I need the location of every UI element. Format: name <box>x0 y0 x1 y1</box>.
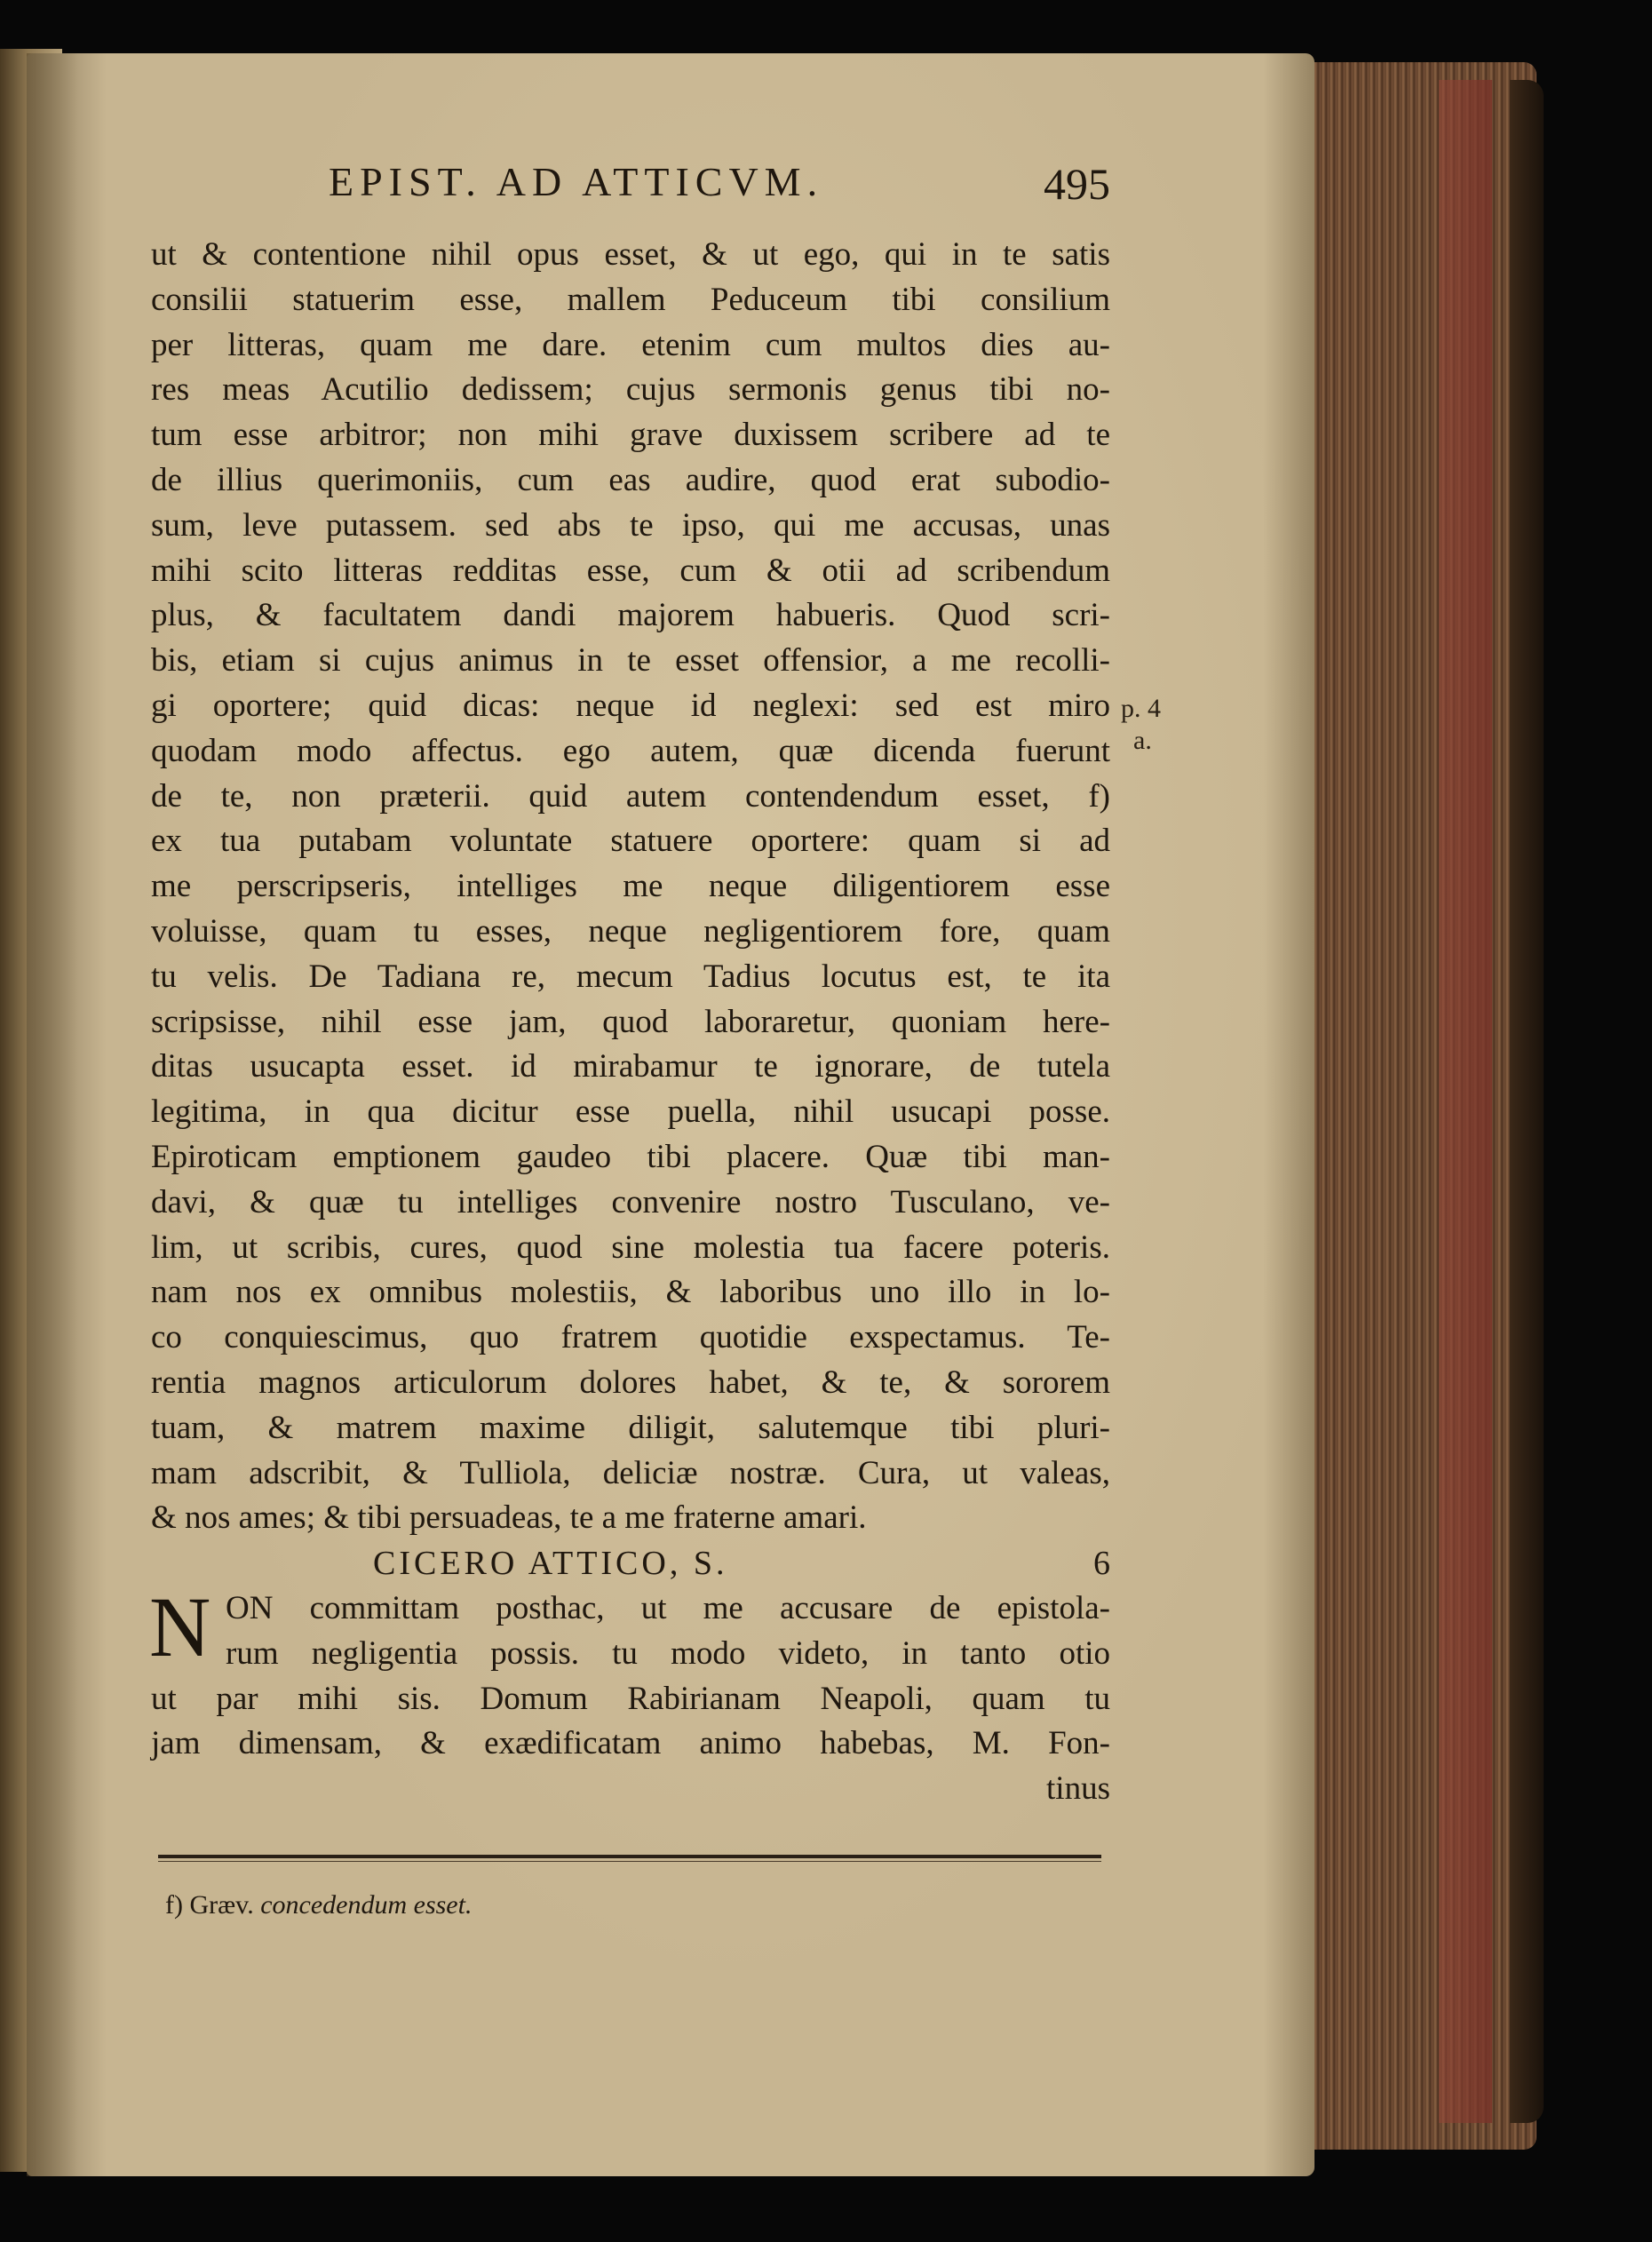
letter-line: ut par mihi sis. Domum Rabirianam Neapoli, quam tu <box>151 1680 1110 1717</box>
text-line: me perscripseris, intelliges me neque diligentiorem esse <box>151 868 1110 905</box>
text-line: de illius querimoniis, cum eas audire, quod erat subodio- <box>151 461 1110 498</box>
footnote-rule <box>158 1855 1101 1858</box>
text-line: lim, ut scribis, cures, quod sine molestia tua facere poteris. <box>151 1228 1110 1266</box>
letter-heading-text: CICERO ATTICO, S. <box>373 1545 728 1583</box>
text-line: ex tua putabam voluntate statuere oportere: quam si ad <box>151 823 1110 860</box>
text-line: gi oportere; quid dicas: neque id neglexi: sed est miro <box>151 687 1110 724</box>
letter-line: rum negligentia possis. tu modo videto, in tanto otio <box>226 1634 1110 1672</box>
text-line: sum, leve putassem. sed abs te ipso, qui me accusas, unas <box>151 506 1110 544</box>
text-line: & nos ames; & tibi persuadeas, te a me fraterne amari. <box>151 1499 867 1537</box>
text-line: quodam modo affectus. ego autem, quæ dicenda fuerunt <box>151 732 1110 769</box>
text-line: legitima, in qua dicitur esse puella, nihil usucapi posse. <box>151 1093 1110 1131</box>
letter-line: jam dimensam, & exædificatam animo habebas, M. Fon- <box>151 1725 1110 1762</box>
text-line: mam adscribit, & Tulliola, deliciæ nostræ. Cura, ut valeas, <box>151 1454 1110 1491</box>
margin-note-line: a. <box>1133 726 1152 755</box>
page-number: 495 <box>1044 159 1110 209</box>
text-line: tu velis. De Tadiana re, mecum Tadius locutus est, te ita <box>151 958 1110 995</box>
text-line: nam nos ex omnibus molestiis, & laboribus uno illo in lo- <box>151 1274 1110 1311</box>
catchword: tinus <box>1046 1770 1110 1808</box>
book-cover-edge <box>1510 80 1544 2123</box>
text-line: mihi scito litteras redditas esse, cum & otii ad scribendum <box>151 552 1110 589</box>
text-line: consilii statuerim esse, mallem Peduceum tibi consilium <box>151 281 1110 318</box>
text-line: Epiroticam emptionem gaudeo tibi placere. Quæ tibi man- <box>151 1138 1110 1175</box>
text-line: co conquiescimus, quo fratrem quotidie exspectamus. Te- <box>151 1319 1110 1356</box>
text-line: tum esse arbitror; non mihi grave duxissem scribere ad te <box>151 417 1110 454</box>
margin-note <box>1121 693 1183 757</box>
text-line: davi, & quæ tu intelliges convenire nostro Tusculano, ve- <box>151 1183 1110 1220</box>
text-line: plus, & facultatem dandi majorem habueris. Quod scri- <box>151 597 1110 634</box>
text-line: ditas usucapta esset. id mirabamur te ignorare, de tutela <box>151 1048 1110 1085</box>
footnote <box>165 1890 472 1920</box>
book-fore-edge-tint <box>1439 80 1492 2123</box>
text-line: per litteras, quam me dare. etenim cum multos dies au- <box>151 326 1110 363</box>
running-head <box>329 158 1110 220</box>
text-line: tuam, & matrem maxime diligit, salutemque tibi pluri- <box>151 1409 1110 1446</box>
text-line: scripsisse, nihil esse jam, quod laboraretur, quoniam here- <box>151 1003 1110 1040</box>
page-gutter <box>27 53 107 2176</box>
drop-cap: N <box>149 1578 211 1674</box>
footnote-text: concedendum esset. <box>260 1890 473 1920</box>
book-fore-edge <box>1313 62 1537 2150</box>
letter-heading <box>151 1541 1110 1586</box>
text-line: bis, etiam si cujus animus in te esset offensior, a me recolli- <box>151 642 1110 680</box>
text-line: res meas Acutilio dedissem; cujus sermonis genus tibi no- <box>151 371 1110 409</box>
text-line: ut & contentione nihil opus esset, & ut ego, qui in te satis <box>151 236 1110 273</box>
margin-note-line: p. 4 <box>1121 694 1161 723</box>
footnote-marker: f) Græv. <box>165 1890 254 1920</box>
body-text <box>151 233 1110 1812</box>
running-title: EPIST. AD ATTICVM. <box>329 159 824 204</box>
footnote-rule-thin <box>158 1861 1101 1862</box>
text-line: voluisse, quam tu esses, neque negligentiorem fore, quam <box>151 912 1110 950</box>
text-line: rentia magnos articulorum dolores habet, & te, & sororem <box>151 1363 1110 1401</box>
letter-number: 6 <box>1093 1545 1110 1583</box>
text-line: de te, non præterii. quid autem contendendum esset, f) <box>151 777 1110 815</box>
letter-line-text: ON committam posthac, ut me accusare de epistola- <box>226 1589 1110 1626</box>
